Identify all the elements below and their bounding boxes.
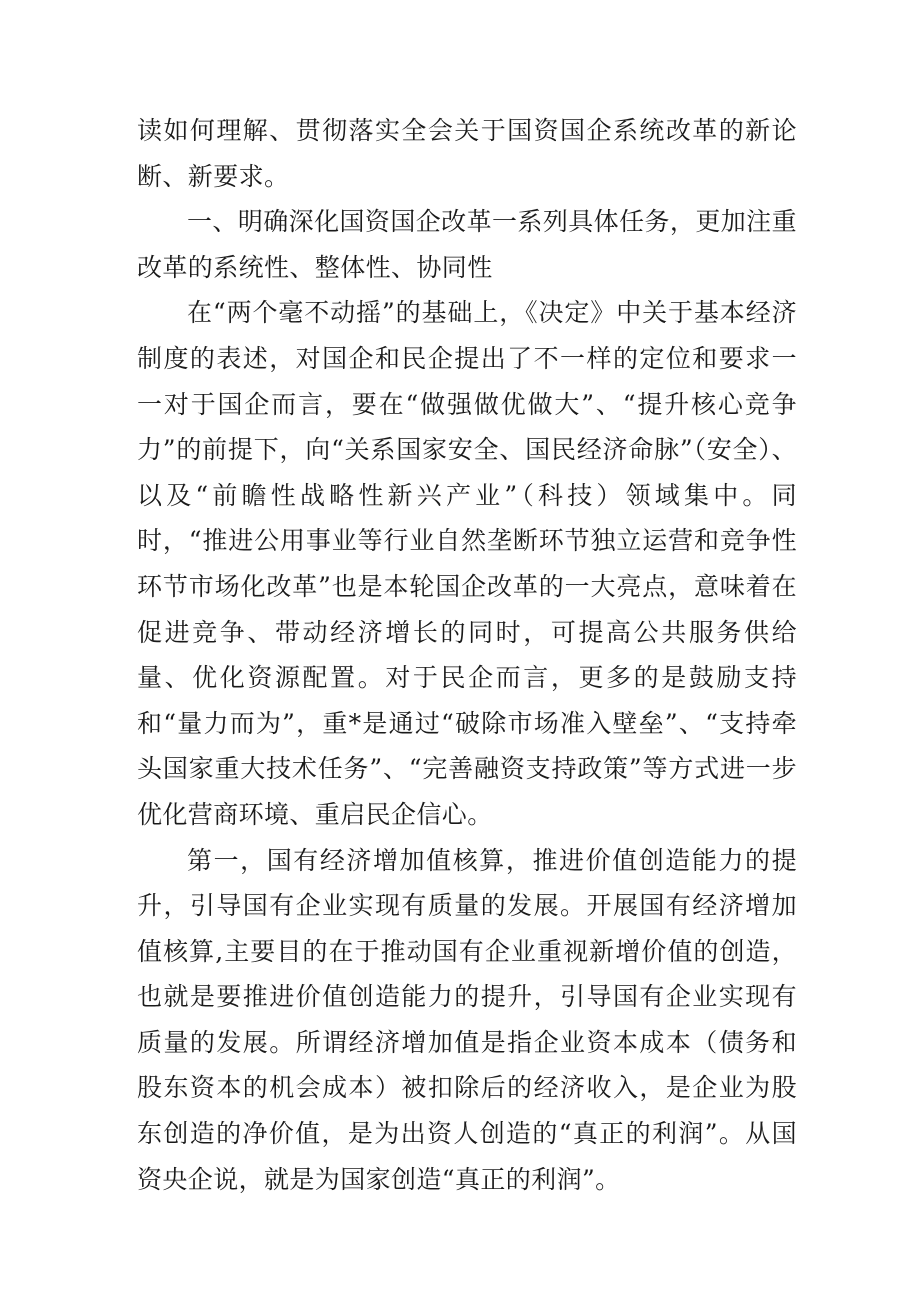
section-heading: 一、明确深化国资国企改革一系列具体任务，更加注重改革的系统性、整体性、协同性 [137,207,797,282]
paragraph-continuation: 读如何理解、贯彻落实全会关于国资国企系统改革的新论断、新要求。 [137,116,797,191]
paragraph-basic-economic-system: 在“两个毫不动摇”的基础上，《决定》中关于基本经济制度的表述，对国企和民企提出了不一样的定位和要求一一对于国企而言，要在“做强做优做大”、“提升核心竞争力”的前提下，向“关系国家安全、国民经济命脉”（安全）、以及“前瞻性战略性新兴产业”（科技）领域集中。同时，“推进公用事业等行业自然垄断环节独立运营和竞争性环节市场化改革”也是本轮国企改革的一大亮点，意味着在促进竞争、带动经济增长的同时，可提高公共服务供给量、优化资源配置。对于民企而言，更多的是鼓励支持和“量力而为”，重*是通过“破除市场准入壁垒”、“支持牵头国家重大技术任务”、“完善融资支持政策”等方式进一步优化营商环境、重启民企信心。 [137,298,797,829]
document-body [137,108,797,1202]
paragraph-first-point: 第一，国有经济增加值核算，推进价值创造能力的提升，引导国有企业实现有质量的发展。开展国有经济增加值核算,主要目的在于推动国有企业重视新增价值的创造，也就是要推进价值创造能力的提升，引导国有企业实现有质量的发展。所谓经济增加值是指企业资本成本（债务和股东资本的机会成本）被扣除后的经济收入，是企业为股东创造的净价值，是为出资人创造的“真正的利润”。从国资央企说，就是为国家创造“真正的利润”。 [137,845,797,1194]
